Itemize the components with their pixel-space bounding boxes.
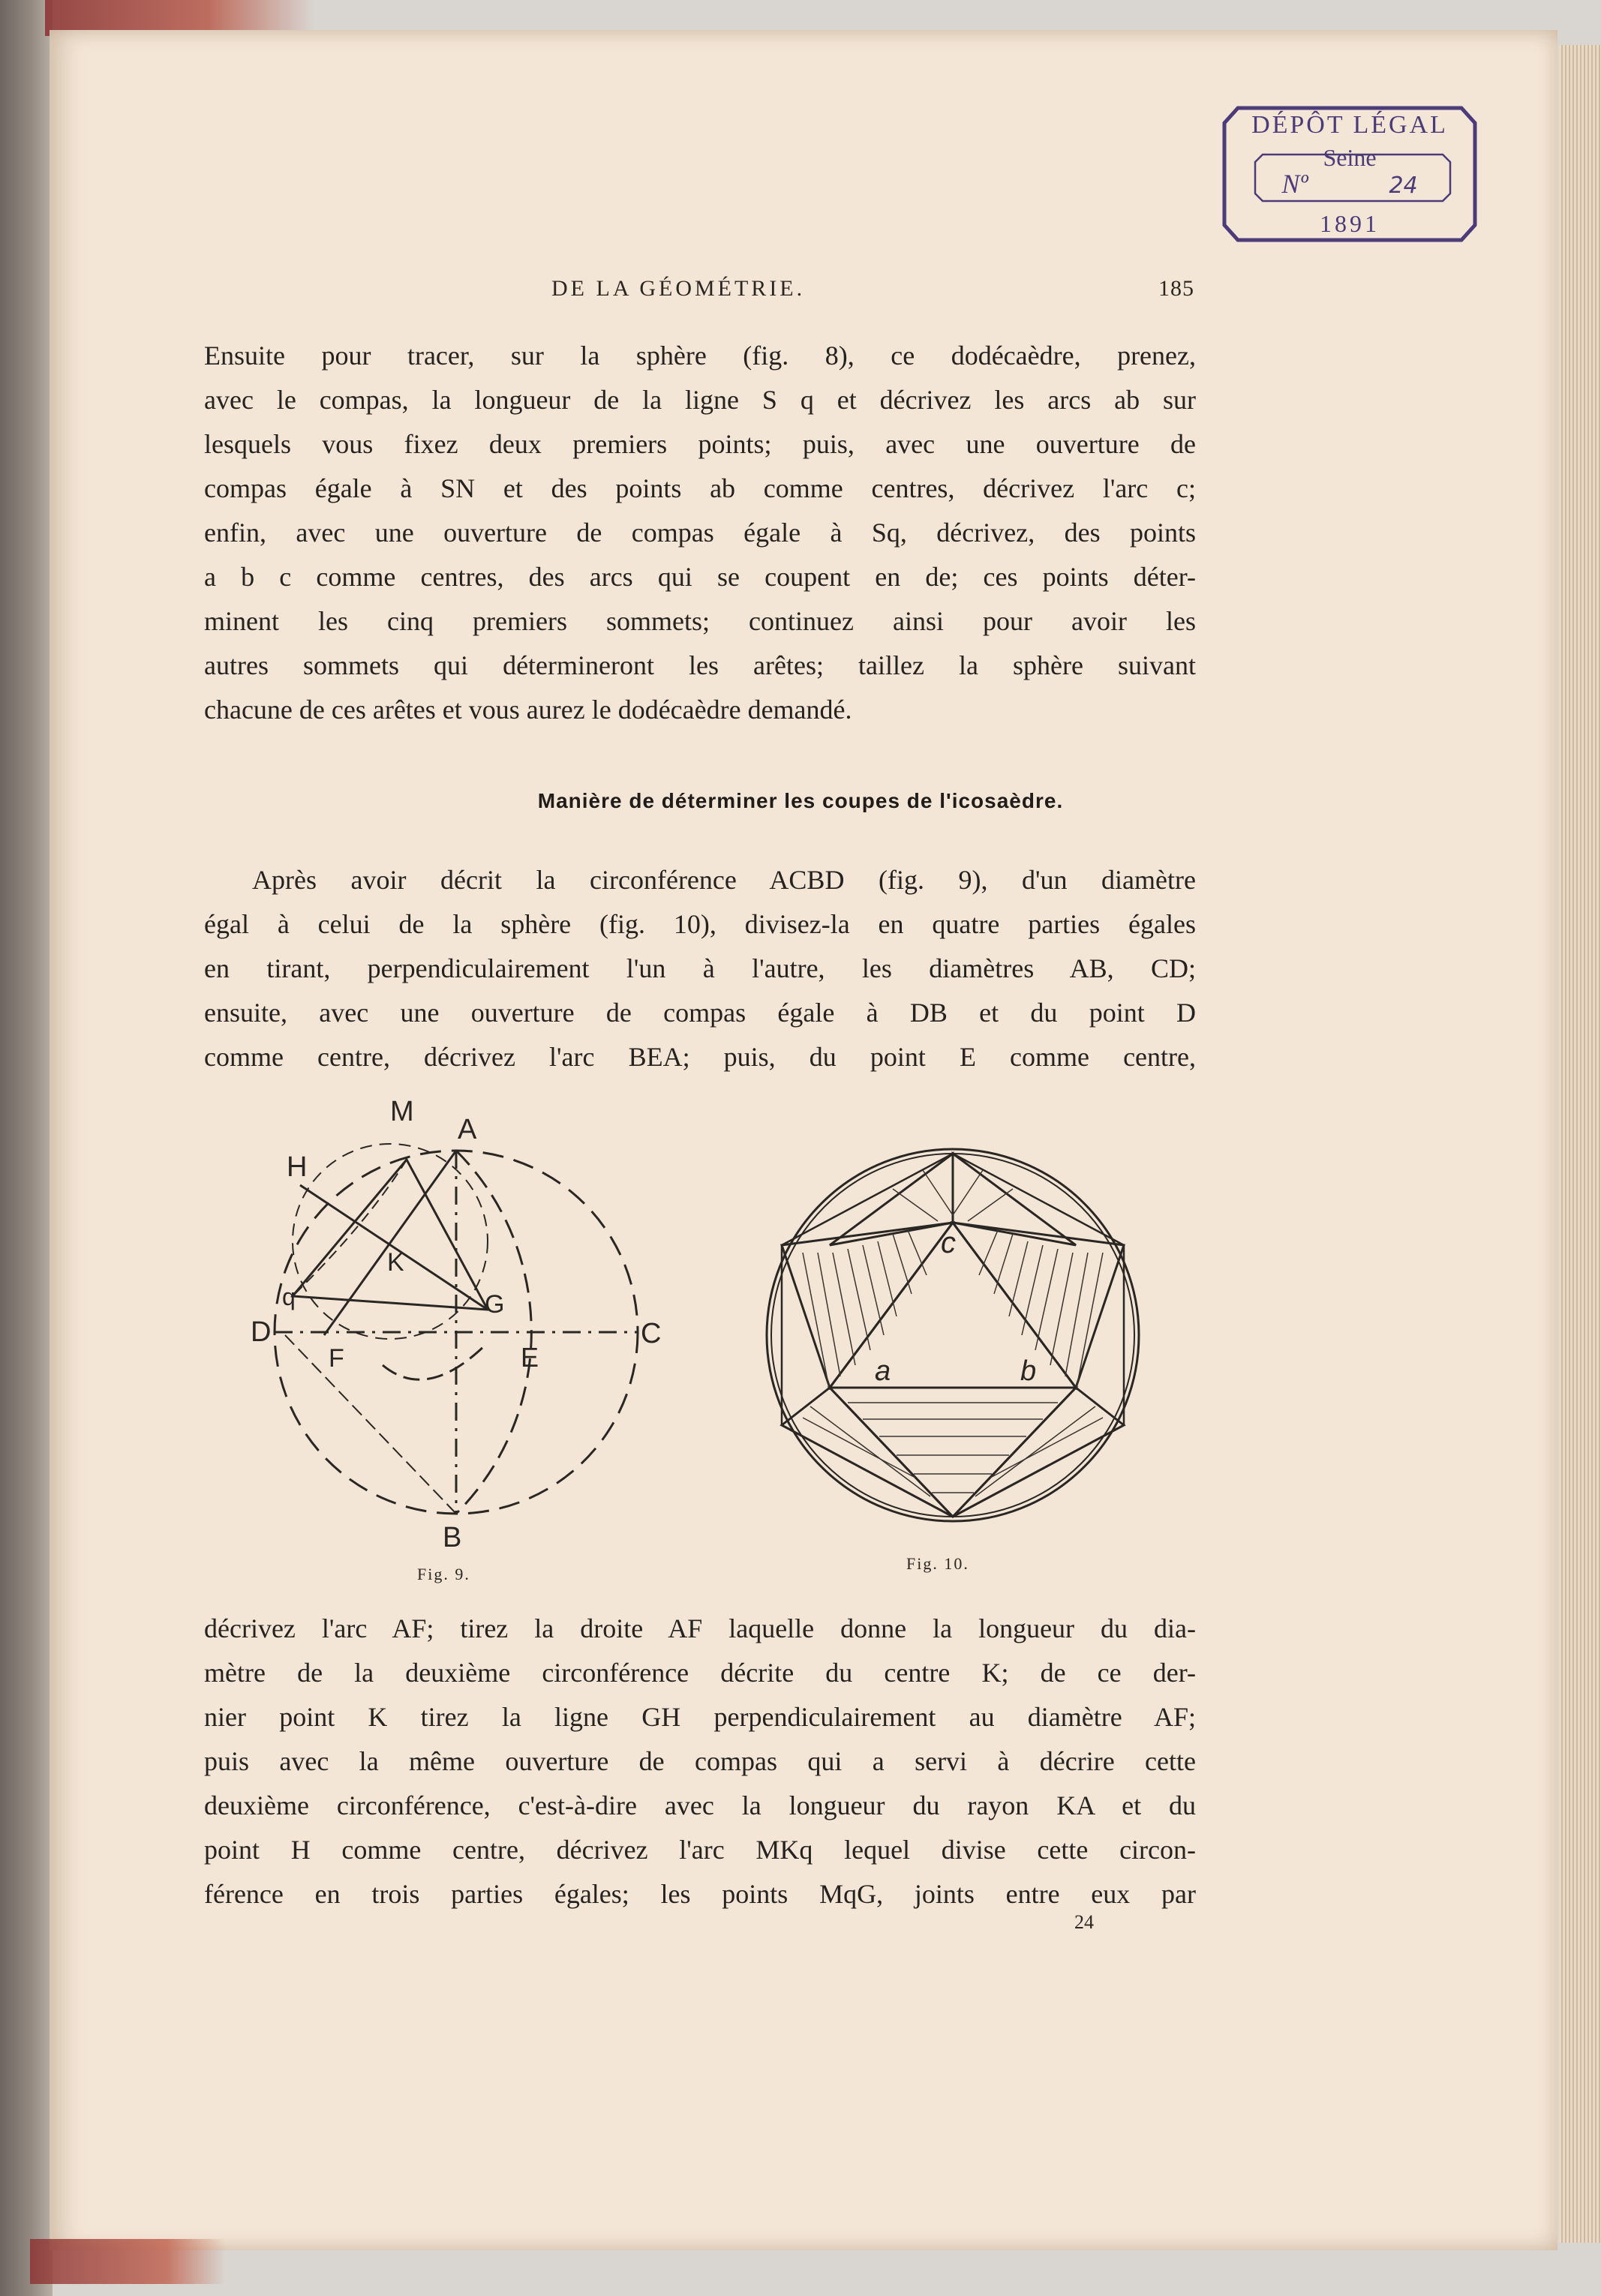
page-number: 185 [1158, 276, 1194, 301]
fig9-line-gh [300, 1185, 488, 1310]
text-line: décrivez l'arc AF; tirez la droite AF laquelle donne la longueur du dia- [204, 1613, 1196, 1643]
fig9-label-q: q [282, 1283, 296, 1310]
text-line: nier point K tirez la ligne GH perpendiculairement au diamètre AF; [204, 1702, 1196, 1732]
text-line: Ensuite pour tracer, sur la sphère (fig. 8), ce dodécaèdre, prenez, [204, 341, 1196, 371]
text-line: lesquels vous fixez deux premiers points; puis, avec une ouverture de [204, 429, 1196, 459]
text-line: férence en trois parties égales; les points MqG, joints entre eux par [204, 1879, 1196, 1909]
fig10-label-b: b [1020, 1355, 1037, 1387]
text-line: minent les cinq premiers sommets; continuez ainsi pour avoir les [204, 606, 1196, 636]
stamp-line-2: Seine [1323, 144, 1377, 171]
text-line: ensuite, avec une ouverture de compas égale à DB et du point D [204, 998, 1196, 1028]
fig9-label-a: A [458, 1114, 477, 1145]
signature-mark: 24 [1074, 1911, 1094, 1933]
stamp-line-1: DÉPÔT LÉGAL [1251, 111, 1448, 139]
text-line: deuxième circonférence, c'est-à-dire avec la longueur du rayon KA et du [204, 1790, 1196, 1820]
stamp-number: 24 [1389, 173, 1418, 199]
fig10-face-4 [953, 1223, 1124, 1388]
figure-9-caption: Fig. 9. [417, 1565, 470, 1583]
fig9-label-m: M [390, 1096, 414, 1127]
text-line: autres sommets qui détermineront les arêtes; taillez la sphère suivant [204, 650, 1196, 680]
text-line: compas égale à SN et des points ab comme centres, décrivez l'arc c; [204, 473, 1196, 503]
paragraph-3 [204, 1607, 1196, 1916]
text-line: en tirant, perpendiculairement l'un à l'autre, les diamètres AB, CD; [204, 953, 1196, 983]
text-line: mètre de la deuxième circonférence décrite du centre K; de ce der- [204, 1658, 1196, 1688]
fig9-label-h: H [287, 1151, 308, 1183]
page-edges [1559, 45, 1601, 2243]
binding-cloth-bottom [30, 2239, 225, 2284]
paragraph-2 [204, 858, 1196, 1079]
text-line: chacune de ces arêtes et vous aurez le dodécaèdre demandé. [204, 695, 852, 725]
stamp-number-row [1221, 168, 1478, 200]
fig9-label-f: F [329, 1344, 344, 1373]
running-title: DE LA GÉOMÉTRIE. [551, 276, 806, 301]
text-line: a b c comme centres, des arcs qui se coupent en de; ces points déter- [204, 562, 1196, 592]
fig9-label-g: G [485, 1290, 505, 1319]
figure-10-diagram [758, 1140, 1148, 1530]
fig10-label-a: a [875, 1355, 891, 1387]
fig10-face-3 [782, 1223, 953, 1388]
fig9-label-d: D [251, 1316, 272, 1348]
figure-9-diagram [240, 1088, 690, 1568]
stamp-number-label: Nº [1281, 169, 1308, 199]
fig9-label-k: K [387, 1248, 404, 1277]
paragraph-1 [204, 334, 1196, 732]
depot-legal-stamp [1221, 105, 1478, 244]
text-line: puis avec la même ouverture de compas qui a servi à décrire cette [204, 1746, 1196, 1776]
fig9-triangle-mqg [293, 1160, 488, 1310]
text-line: égal à celui de la sphère (fig. 10), divisez-la en quatre parties égales [204, 909, 1196, 939]
fig9-label-b: B [443, 1522, 462, 1553]
section-heading: Manière de déterminer les coupes de l'icosaèdre. [537, 789, 1064, 812]
stamp-year: 1891 [1320, 210, 1380, 237]
fig9-line-bd [285, 1335, 456, 1514]
fig9-arc-af [383, 1343, 488, 1379]
text-line: Après avoir décrit la circonférence ACBD (fig. 9), d'un diamètre [252, 865, 1196, 895]
fig9-label-e: E [521, 1342, 539, 1373]
text-line: enfin, avec une ouverture de compas égale à Sq, décrivez, des points [204, 518, 1196, 548]
book-binding [0, 0, 53, 2296]
fig10-label-c: c [941, 1226, 956, 1259]
text-line: avec le compas, la longueur de la ligne S q et décrivez les arcs ab sur [204, 385, 1196, 415]
text-line: comme centre, décrivez l'arc BEA; puis, du point E comme centre, [204, 1042, 1196, 1072]
text-line: point H comme centre, décrivez l'arc MKq lequel divise cette circon- [204, 1835, 1196, 1865]
fig9-label-c: C [641, 1318, 662, 1349]
figure-10-caption: Fig. 10. [906, 1554, 969, 1573]
